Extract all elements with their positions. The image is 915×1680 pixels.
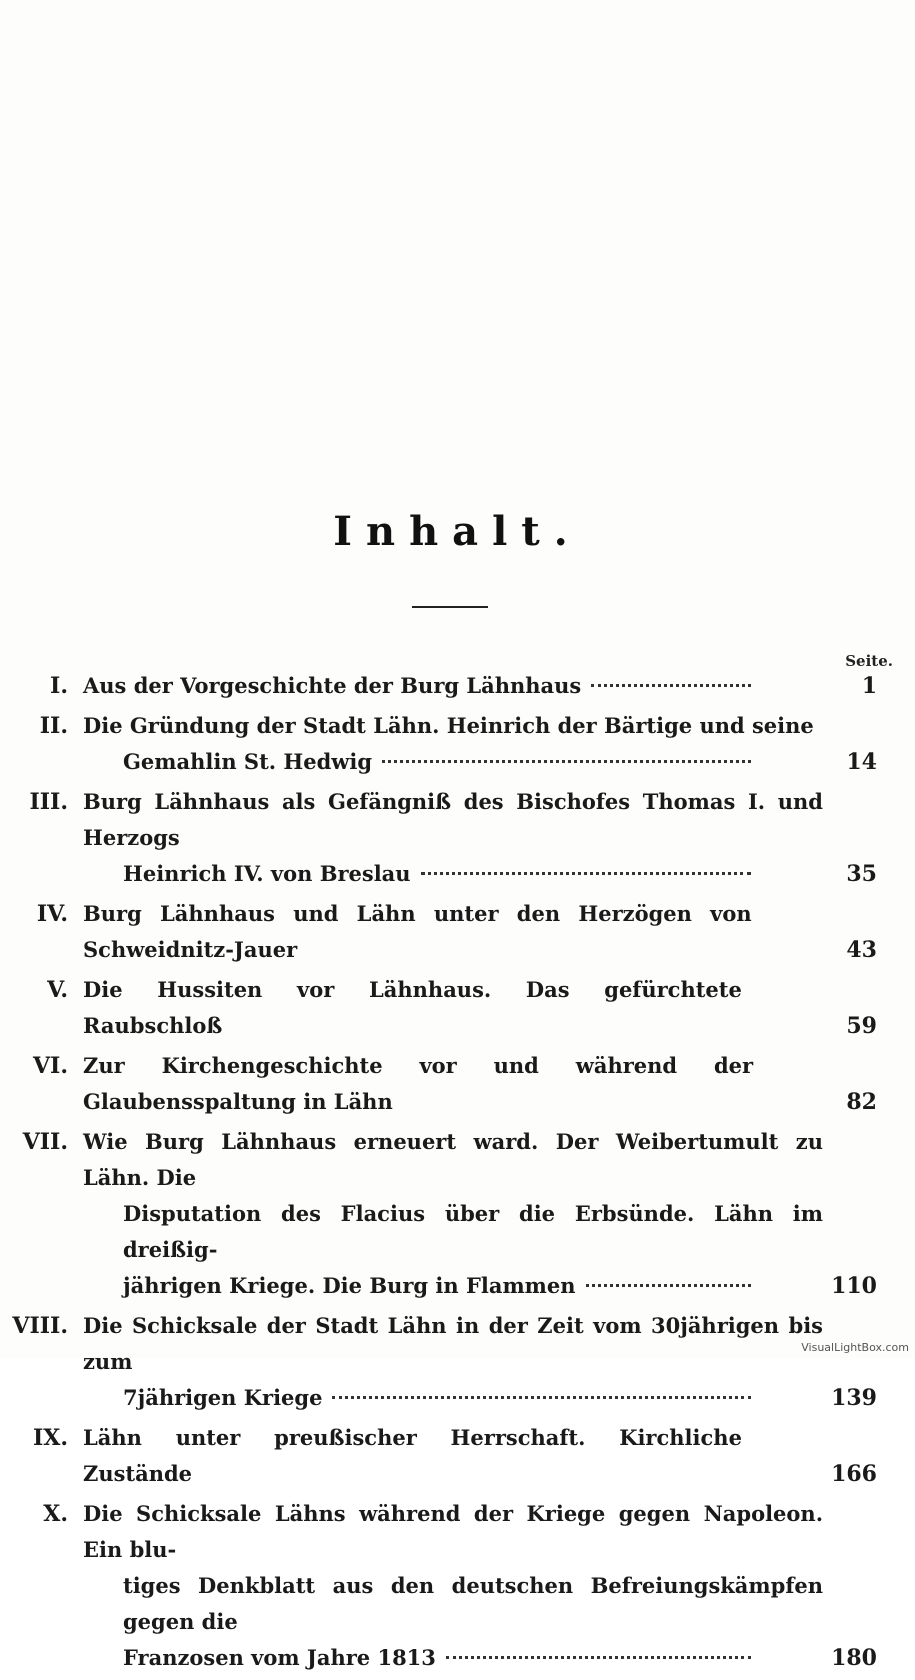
toc-entry-line: tiges Denkblatt aus den deutschen Befreiungskämpfen gegen die (123, 1573, 823, 1634)
dot-leader (591, 683, 751, 687)
toc-entry (0, 668, 915, 704)
toc-entry-numeral: VIII. (12, 1313, 68, 1339)
toc-entry (0, 1124, 915, 1304)
dot-leader (421, 871, 751, 875)
toc-entry (0, 708, 915, 780)
toc-entry-line: 7jährigen Kriege (123, 1385, 323, 1410)
toc-entry-line: Wie Burg Lähnhaus erneuert ward. Der Weibertumult zu Lähn. Die (83, 1129, 823, 1190)
page-column-label: Seite. (845, 652, 893, 670)
page-title: Inhalt. (333, 508, 582, 555)
toc-entry-page-number: 43 (846, 937, 877, 963)
title-rule (412, 606, 488, 608)
toc-entry (0, 1048, 915, 1120)
toc-entry (0, 784, 915, 892)
toc-entry-page-number: 110 (831, 1273, 877, 1299)
toc-entry-numeral: I. (50, 673, 68, 699)
table-of-contents (0, 668, 915, 1680)
toc-entry-page-number: 1 (861, 673, 877, 699)
watermark: VisualLightBox.com (801, 1341, 909, 1354)
toc-entry-title (83, 1496, 823, 1676)
toc-entry-numeral: VII. (22, 1129, 68, 1155)
toc-entry-page-number: 35 (846, 861, 877, 887)
toc-entry-line: Die Schicksale Lähns während der Kriege gegen Napoleon. Ein blu- (83, 1501, 823, 1562)
toc-entry-title (83, 896, 823, 968)
toc-entry-numeral: III. (29, 789, 68, 815)
dot-leader (332, 1395, 751, 1399)
dot-leader (586, 1283, 751, 1287)
toc-entry-numeral: IV. (36, 901, 68, 927)
toc-entry (0, 1308, 915, 1416)
toc-entry-page-number: 82 (846, 1089, 877, 1115)
toc-entry-title (83, 1308, 823, 1416)
toc-entry-page-number: 139 (831, 1385, 877, 1411)
toc-entry-numeral: VI. (32, 1053, 68, 1079)
toc-entry-line: Die Gründung der Stadt Lähn. Heinrich der Bärtige und seine (83, 713, 814, 738)
toc-entry-line: Burg Lähnhaus als Gefängniß des Bischofes Thomas I. und Herzogs (83, 789, 823, 850)
toc-entry-page-number: 14 (846, 749, 877, 775)
toc-entry-page-number: 180 (831, 1645, 877, 1671)
toc-entry-line: Zur Kirchengeschichte vor und während der Glaubensspaltung in Lähn (83, 1053, 754, 1114)
dot-leader (446, 1655, 751, 1659)
toc-entry-numeral: X. (43, 1501, 68, 1527)
toc-entry-line: Franzosen vom Jahre 1813 (123, 1645, 436, 1670)
toc-entry-line: Die Schicksale der Stadt Lähn in der Zeit vom 30jährigen bis zum (83, 1313, 823, 1374)
toc-entry (0, 896, 915, 968)
toc-entry-title (83, 708, 823, 780)
toc-entry-line: Heinrich IV. von Breslau (123, 861, 411, 886)
toc-entry-line: Disputation des Flacius über die Erbsünde. Lähn im dreißig- (123, 1201, 823, 1262)
toc-entry-line: Gemahlin St. Hedwig (123, 749, 373, 774)
toc-entry-line: jährigen Kriege. Die Burg in Flammen (123, 1273, 576, 1298)
toc-entry-title (83, 972, 823, 1044)
toc-entry-title (83, 1420, 823, 1492)
toc-entry-title (83, 1048, 823, 1120)
toc-entry-line: Die Hussiten vor Lähnhaus. Das gefürchtete Raubschloß (83, 977, 742, 1038)
toc-entry-line: Burg Lähnhaus und Lähn unter den Herzögen von Schweidnitz-Jauer (83, 901, 752, 962)
toc-entry-title (83, 1124, 823, 1304)
toc-entry (0, 972, 915, 1044)
toc-entry-page-number: 166 (831, 1461, 877, 1487)
toc-entry (0, 1496, 915, 1676)
dot-leader (382, 759, 751, 763)
toc-entry-title (83, 784, 823, 892)
toc-entry (0, 1420, 915, 1492)
toc-entry-page-number: 59 (846, 1013, 877, 1039)
toc-entry-numeral: IX. (32, 1425, 68, 1451)
toc-entry-numeral: II. (39, 713, 68, 739)
toc-entry-title (83, 668, 823, 704)
toc-entry-line: Lähn unter preußischer Herrschaft. Kirchliche Zustände (83, 1425, 742, 1486)
toc-entry-line: Aus der Vorgeschichte der Burg Lähnhaus (83, 673, 582, 698)
toc-entry-numeral: V. (47, 977, 68, 1003)
